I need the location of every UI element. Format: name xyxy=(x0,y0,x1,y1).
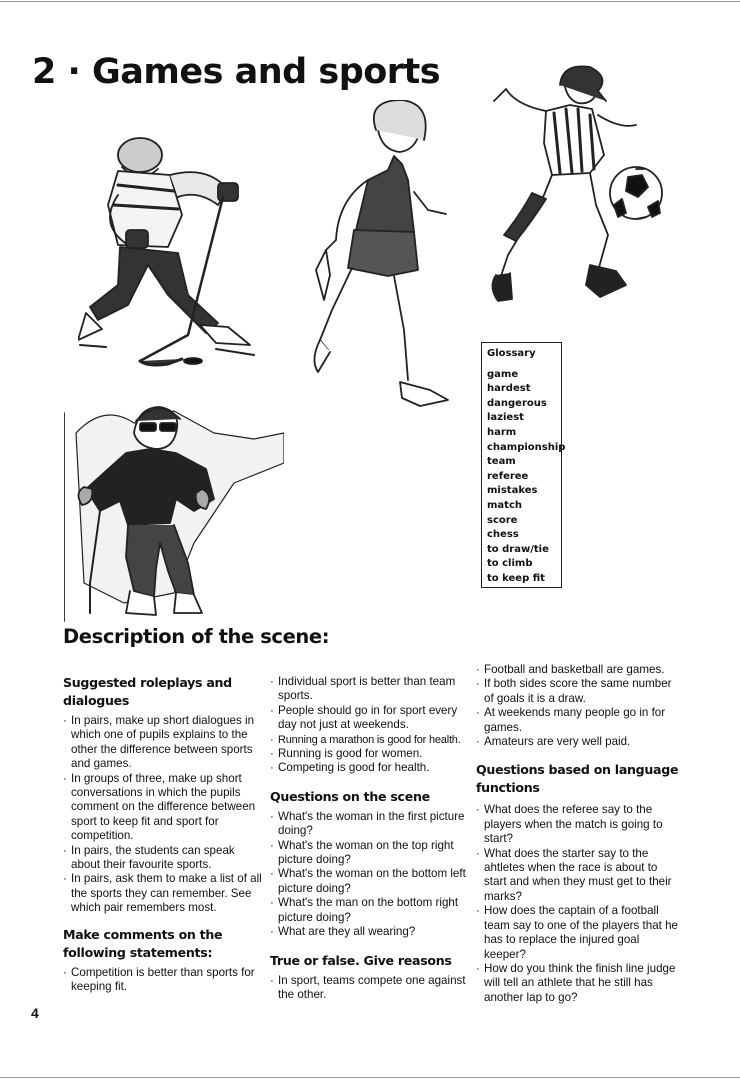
list-item: · People should go in for sport every day not just at weekends. xyxy=(270,704,474,733)
comments-list-part1 xyxy=(63,966,265,995)
list-item: · Competition is better than sports for keeping fit. xyxy=(63,966,265,995)
bottom-rule xyxy=(0,1077,740,1078)
list-item: · What are they all wearing? xyxy=(270,925,474,939)
true-false-list-part2 xyxy=(476,663,681,749)
list-item: · What does the starter say to the ahtletes when the race is about to start and when they must get to their marks? xyxy=(476,847,681,905)
list-item: · If both sides score the same number of goals it is a draw. xyxy=(476,677,681,706)
comments-heading: Make comments on the following statements: xyxy=(63,926,223,960)
glossary-item: dangerous xyxy=(487,397,547,409)
comments-list-part2 xyxy=(270,675,474,776)
glossary-item: laziest xyxy=(487,412,524,424)
list-item: · Individual sport is better than team sports. xyxy=(270,675,474,704)
column-right xyxy=(476,663,681,1005)
list-item: · Amateurs are very well paid. xyxy=(476,735,681,749)
glossary-title: Glossary xyxy=(487,348,536,359)
top-rule xyxy=(0,1,740,2)
glossary-item: to keep fit xyxy=(487,572,545,584)
glossary-item: harm xyxy=(487,426,517,438)
list-item: · In pairs, make up short dialogues in which one of pupils explains to the other the difference between sports and games. xyxy=(63,714,265,772)
climber-illustration xyxy=(64,393,284,623)
hockey-player-illustration xyxy=(78,135,278,370)
list-item: · How does the captain of a football team say to one of the players that he has to replace the injured goal keeper? xyxy=(476,904,681,962)
glossary-item: to climb xyxy=(487,558,533,570)
list-item: · What's the woman on the top right picture doing? xyxy=(270,839,474,868)
list-item: · In pairs, the students can speak about their favourite sports. xyxy=(63,844,265,873)
runner-illustration xyxy=(308,100,463,415)
language-questions-heading: Questions based on language functions xyxy=(476,762,679,796)
description-heading: Description of the scene: xyxy=(63,625,330,648)
roleplays-heading: Suggested roleplays and dialogues xyxy=(63,675,232,708)
glossary-box xyxy=(481,342,566,588)
glossary-item: score xyxy=(487,514,518,526)
true-false-heading: True or false. Give reasons xyxy=(270,952,452,968)
glossary-item: chess xyxy=(487,529,519,541)
list-item: · What's the woman on the bottom left picture doing? xyxy=(270,867,474,896)
list-item: · At weekends many people go in for games. xyxy=(476,706,681,735)
glossary-item: match xyxy=(487,499,522,511)
list-item: · In sport, teams compete one against the other. xyxy=(270,974,474,1003)
list-item: · How do you think the finish line judge will tell an athlete that he still has another lap to go? xyxy=(476,962,681,1005)
chapter-title: 2 · Games and sports xyxy=(32,52,441,92)
list-item: · Running a marathon is good for health. xyxy=(270,733,474,747)
list-item: · Running is good for women. xyxy=(270,747,474,761)
football-player-illustration xyxy=(486,65,666,305)
roleplays-list xyxy=(63,714,265,916)
column-left xyxy=(63,674,265,995)
list-item: · What does the referee say to the players when the match is going to start? xyxy=(476,803,681,846)
list-item: · What's the woman in the first picture doing? xyxy=(270,810,474,839)
scene-questions-list xyxy=(270,810,474,940)
list-item: · In pairs, ask them to make a list of all the sports they can remember. See which pair remembers most. xyxy=(63,872,265,915)
glossary-item: hardest xyxy=(487,383,531,395)
glossary-item: game xyxy=(487,368,519,380)
list-item: · What's the man on the bottom right picture doing? xyxy=(270,896,474,925)
glossary-item: to draw/tie xyxy=(487,543,549,555)
list-item: · In groups of three, make up short conversations in which the pupils comment on the difference between sport to keep fit and sport for competition. xyxy=(63,772,265,844)
language-questions-list xyxy=(476,803,681,1005)
glossary-item: mistakes xyxy=(487,485,538,497)
scene-questions-heading: Questions on the scene xyxy=(270,788,430,804)
glossary-item: team xyxy=(487,456,516,468)
list-item: · Football and basketball are games. xyxy=(476,663,681,677)
true-false-list-part1 xyxy=(270,974,474,1003)
glossary-item: championship xyxy=(487,441,566,453)
page-number: 4 xyxy=(31,1005,39,1021)
list-item: · Competing is good for health. xyxy=(270,761,474,775)
column-middle xyxy=(270,675,474,1002)
glossary-item: referee xyxy=(487,470,529,482)
